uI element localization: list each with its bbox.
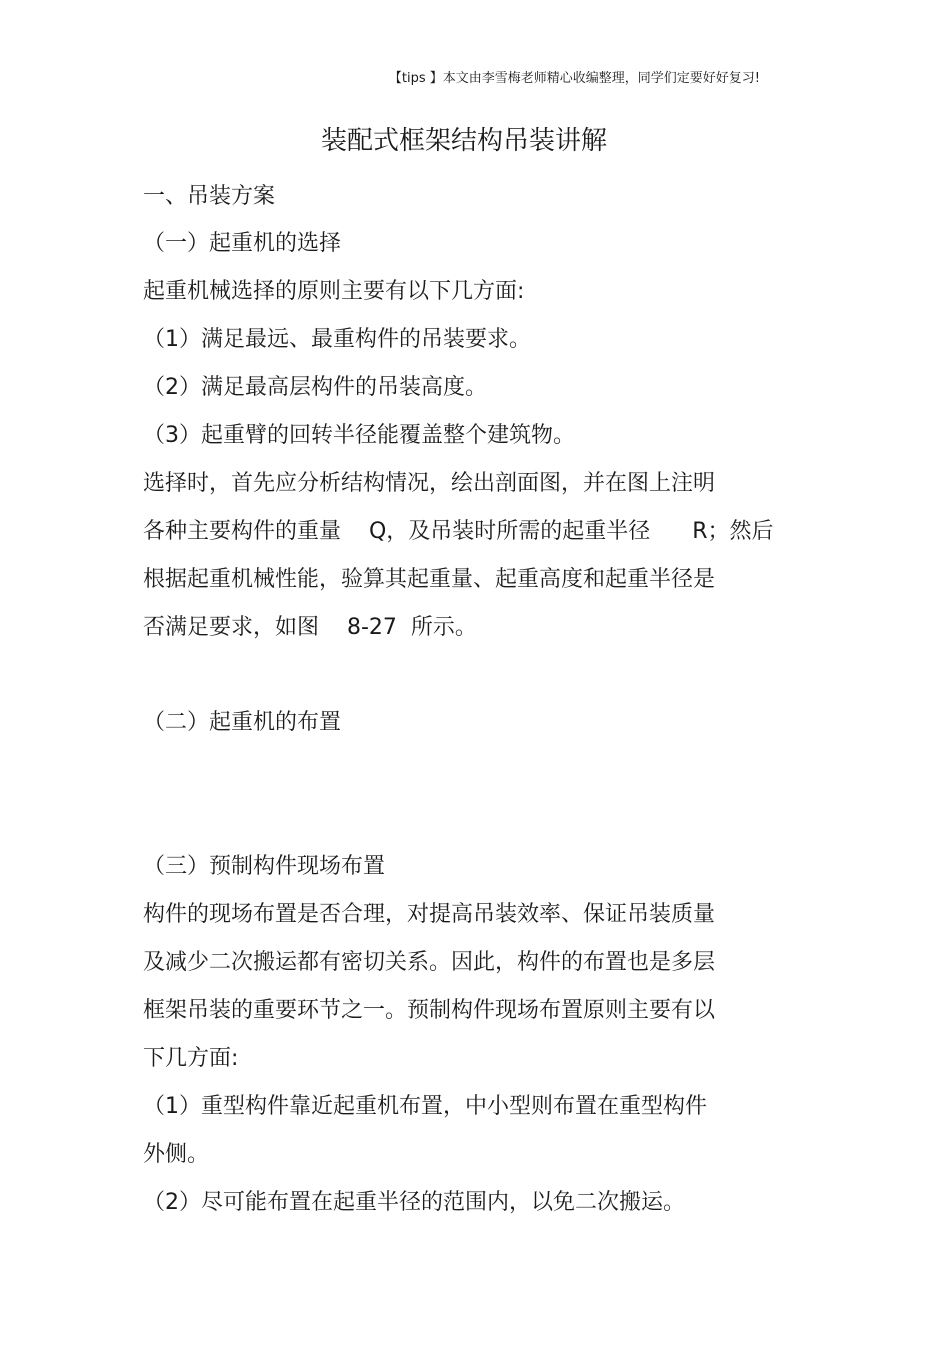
paragraph-line: 选择时，首先应分析结构情况，绘出剖面图，并在图上注明 <box>143 471 716 496</box>
list-item: （1）重型构件靠近起重机布置，中小型则布置在重型构件 <box>143 1094 707 1119</box>
paragraph-line: 及减少二次搬运都有密切关系。因此，构件的布置也是多层 <box>143 950 716 975</box>
paragraph-line: 构件的现场布置是否合理，对提高吊装效率、保证吊装质量 <box>143 902 716 927</box>
subsection-heading: （二）起重机的布置 <box>143 710 342 735</box>
paragraph-line: 下几方面: <box>143 1046 239 1071</box>
paragraph-line: 否满足要求，如图 8-27 所示。 <box>143 615 477 640</box>
list-item: （2）尽可能布置在起重半径的范围内，以免二次搬运。 <box>143 1190 685 1215</box>
subsection-heading: （一）起重机的选择 <box>143 231 342 256</box>
paragraph-line: 各种主要构件的重量 Q，及吊装时所需的起重半径 R；然后 <box>143 519 774 544</box>
paragraph-line: 根据起重机械性能，验算其起重量、起重高度和起重半径是 <box>143 567 716 592</box>
section-heading: 一、吊装方案 <box>143 184 276 209</box>
paragraph-line: 框架吊装的重要环节之一。预制构件现场布置原则主要有以 <box>143 998 716 1023</box>
list-item: 外侧。 <box>143 1142 210 1167</box>
list-item: （3）起重臂的回转半径能覆盖整个建筑物。 <box>143 423 575 448</box>
document-title: 装配式框架结构吊装讲解 <box>320 126 607 156</box>
list-item: （1）满足最远、最重构件的吊装要求。 <box>143 327 531 352</box>
subsection-heading: （三）预制构件现场布置 <box>143 854 386 879</box>
paragraph-line: 起重机械选择的原则主要有以下几方面: <box>143 279 525 304</box>
header-tips: 【tips 】本文由李雪梅老师精心收编整理，同学们定要好好复习! <box>388 71 760 86</box>
list-item: （2）满足最高层构件的吊装高度。 <box>143 375 487 400</box>
